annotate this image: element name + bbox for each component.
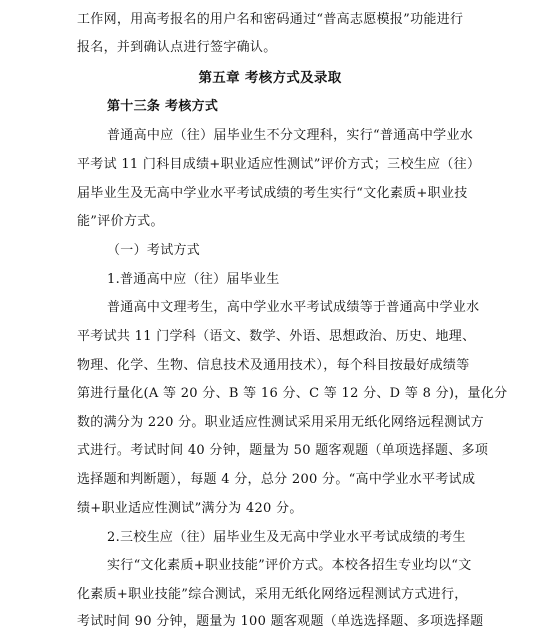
text-line: 实行“文化素质+职业技能”评价方式。本校各招生专业均以“文 [107, 558, 472, 573]
text-line: 平考试共 11 门学科（语文、数学、外语、思想政治、历史、地理、 [77, 329, 476, 344]
article-heading: 第十三条 考核方式 [107, 99, 219, 114]
text-line: 平考试 11 门科目成绩+职业适应性测试”评价方式；三校生应（往） [77, 157, 481, 172]
section-heading: （一）考试方式 [107, 243, 201, 258]
chapter-heading: 第五章 考核方式及录取 [198, 70, 342, 86]
text-line: 普通高中文理考生，高中学业水平考试成绩等于普通高中学业水 [107, 300, 480, 315]
text-line: 第进行量化(A 等 20 分、B 等 16 分、C 等 12 分、D 等 8 分)，量化分 [77, 386, 508, 401]
text-line: 物理、化学、生物、信息技术及通用技术），每个科目按最好成绩等 [77, 358, 470, 373]
text-line: 能”评价方式。 [77, 214, 164, 229]
text-line: 绩+职业适应性测试”满分为 420 分。 [77, 501, 303, 516]
text-line: 式进行。考试时间 40 分钟，题量为 50 题客观题（单项选择题、多项 [77, 443, 489, 458]
text-line: 考试时间 90 分钟，题量为 100 题客观题（单选选择题、多项选择题 [77, 614, 484, 629]
text-line: 报名，并到确认点进行签字确认。 [77, 40, 277, 55]
text-line: 数的满分为 220 分。职业适应性测试采用采用无纸化网络远程测试方 [77, 415, 484, 430]
text-line: 普通高中应（往）届毕业生不分文理科，实行“普通高中学业水 [107, 128, 474, 143]
text-line: 选择题和判断题），每题 4 分，总分 200 分。“高中学业水平考试成 [77, 472, 476, 487]
text-line: 届毕业生及无高中学业水平考试成绩的考生实行“文化素质+职业技 [77, 186, 468, 201]
text-line: 工作网，用高考报名的用户名和密码通过“普高志愿模报”功能进行 [77, 12, 464, 27]
subsection-heading: 2.三校生应（往）届毕业生及无高中学业水平考试成绩的考生 [107, 530, 466, 545]
subsection-heading: 1.普通高中应（往）届毕业生 [107, 272, 280, 287]
text-line: 化素质+职业技能”综合测试，采用无纸化网络远程测试方式进行， [77, 587, 468, 602]
